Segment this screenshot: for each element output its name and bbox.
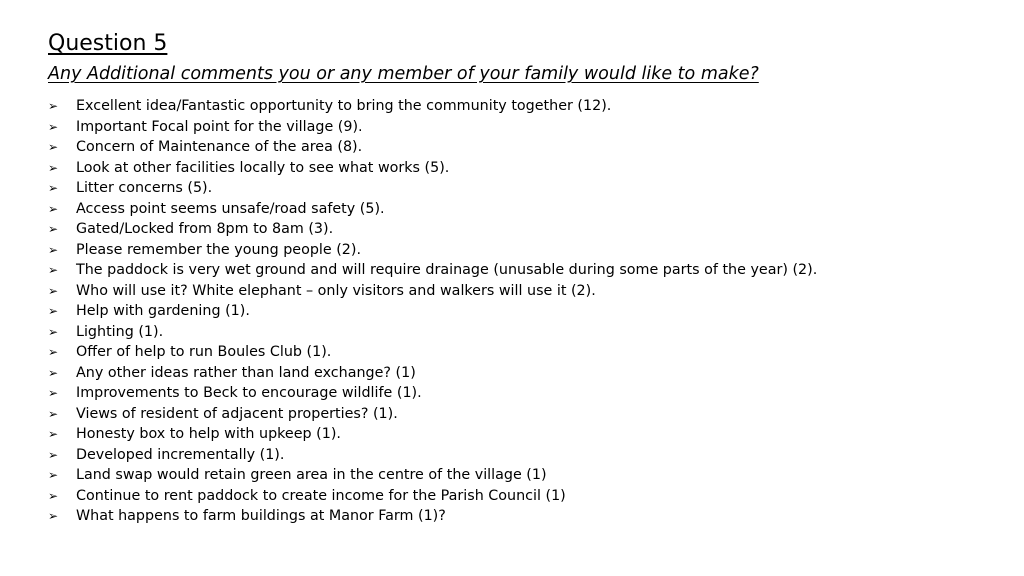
- arrowhead-bullet-icon: ➢: [48, 447, 59, 462]
- list-item-text: Excellent idea/Fantastic opportunity to bring the community together (12).: [76, 98, 612, 115]
- arrowhead-bullet-icon: ➢: [48, 160, 59, 175]
- list-item-text: Continue to rent paddock to create income for the Parish Council (1): [76, 487, 566, 504]
- list-item-text: Views of resident of adjacent properties? (1).: [76, 405, 398, 422]
- list-item-text: Access point seems unsafe/road safety (5).: [76, 200, 385, 217]
- arrowhead-bullet-icon: ➢: [48, 406, 59, 421]
- list-item-text: Concern of Maintenance of the area (8).: [76, 139, 363, 156]
- list-item: [48, 199, 1008, 220]
- list-item-text: Look at other facilities locally to see what works (5).: [76, 159, 450, 176]
- list-item-text: Help with gardening (1).: [76, 303, 250, 320]
- list-item: [48, 486, 1008, 507]
- arrowhead-bullet-icon: ➢: [48, 468, 59, 483]
- list-item: [48, 424, 1008, 445]
- list-item: [48, 240, 1008, 261]
- arrowhead-bullet-icon: ➢: [48, 222, 59, 237]
- arrowhead-bullet-icon: ➢: [48, 427, 59, 442]
- arrowhead-bullet-icon: ➢: [48, 263, 59, 278]
- list-item-text: Who will use it? White elephant – only visitors and walkers will use it (2).: [76, 282, 596, 299]
- list-item-text: Any other ideas rather than land exchange? (1): [76, 364, 416, 381]
- arrowhead-bullet-icon: ➢: [48, 324, 59, 339]
- list-item: [48, 322, 1008, 343]
- list-item: [48, 301, 1008, 322]
- arrowhead-bullet-icon: ➢: [48, 242, 59, 257]
- comment-list: [48, 96, 1008, 527]
- list-item: [48, 158, 1008, 179]
- arrowhead-bullet-icon: ➢: [48, 283, 59, 298]
- slide-title: Question 5: [48, 31, 168, 56]
- arrowhead-bullet-icon: ➢: [48, 181, 59, 196]
- list-item-text: Offer of help to run Boules Club (1).: [76, 344, 332, 361]
- list-item: [48, 363, 1008, 384]
- list-item-text: Developed incrementally (1).: [76, 446, 285, 463]
- list-item: [48, 383, 1008, 404]
- slide-subtitle: Any Additional comments you or any member of your family would like to make?: [48, 64, 759, 84]
- list-item: [48, 342, 1008, 363]
- list-item-text: Gated/Locked from 8pm to 8am (3).: [76, 221, 334, 238]
- list-item: [48, 404, 1008, 425]
- list-item: [48, 96, 1008, 117]
- arrowhead-bullet-icon: ➢: [48, 386, 59, 401]
- arrowhead-bullet-icon: ➢: [48, 99, 59, 114]
- arrowhead-bullet-icon: ➢: [48, 365, 59, 380]
- arrowhead-bullet-icon: ➢: [48, 304, 59, 319]
- list-item-text: Please remember the young people (2).: [76, 241, 362, 258]
- list-item: [48, 137, 1008, 158]
- arrowhead-bullet-icon: ➢: [48, 488, 59, 503]
- arrowhead-bullet-icon: ➢: [48, 509, 59, 524]
- list-item-text: Land swap would retain green area in the centre of the village (1): [76, 467, 547, 484]
- arrowhead-bullet-icon: ➢: [48, 201, 59, 216]
- list-item: [48, 281, 1008, 302]
- list-item: [48, 178, 1008, 199]
- list-item-text: What happens to farm buildings at Manor Farm (1)?: [76, 508, 446, 525]
- list-item: [48, 219, 1008, 240]
- list-item-text: The paddock is very wet ground and will require drainage (unusable during some parts of the year) (2).: [76, 262, 818, 279]
- list-item: [48, 506, 1008, 527]
- list-item-text: Honesty box to help with upkeep (1).: [76, 426, 341, 443]
- arrowhead-bullet-icon: ➢: [48, 345, 59, 360]
- list-item-text: Litter concerns (5).: [76, 180, 213, 197]
- list-item-text: Important Focal point for the village (9).: [76, 118, 363, 135]
- list-item: [48, 465, 1008, 486]
- list-item-text: Lighting (1).: [76, 323, 164, 340]
- list-item: [48, 117, 1008, 138]
- arrowhead-bullet-icon: ➢: [48, 140, 59, 155]
- list-item: [48, 445, 1008, 466]
- list-item-text: Improvements to Beck to encourage wildlife (1).: [76, 385, 422, 402]
- arrowhead-bullet-icon: ➢: [48, 119, 59, 134]
- list-item: [48, 260, 1008, 281]
